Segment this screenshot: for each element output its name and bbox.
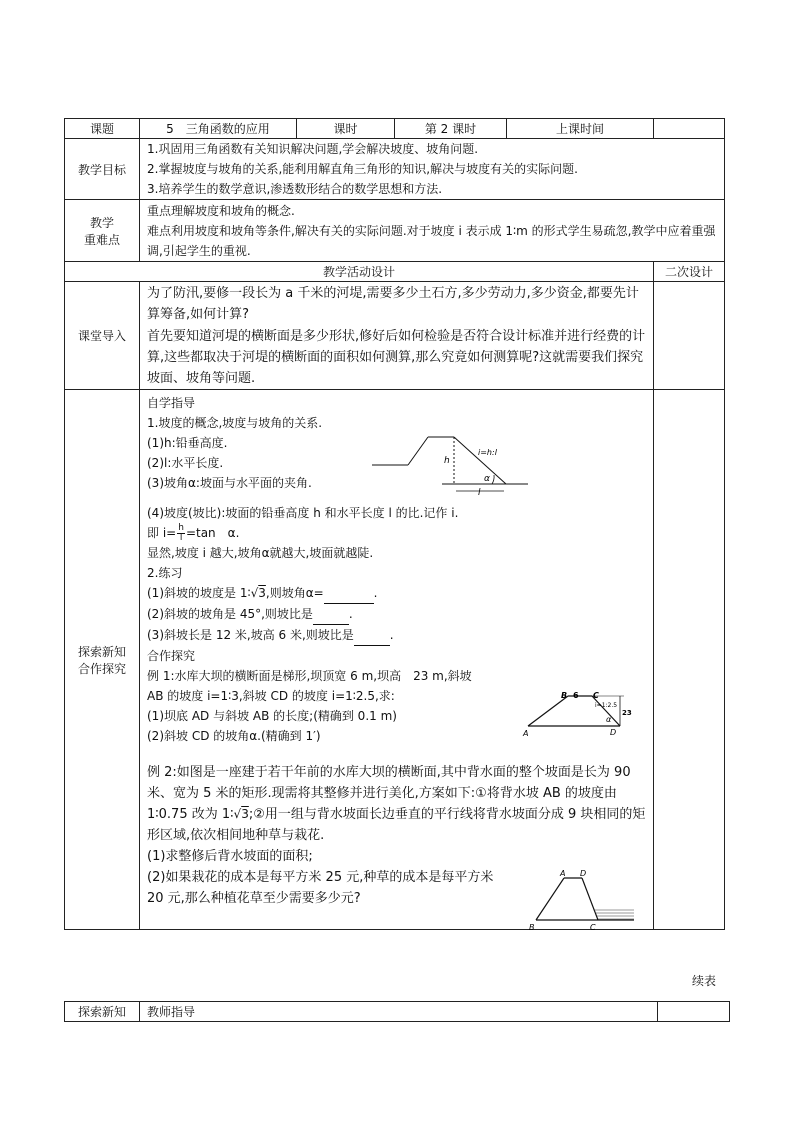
time-label: 上课时间 xyxy=(507,119,654,139)
self-study-title: 自学指导 xyxy=(147,396,196,410)
fig2-A-label: A xyxy=(523,729,529,738)
concept-title: 1.坡度的概念,坡度与坡角的关系. xyxy=(147,416,323,430)
practice-q1: (1)斜坡的坡度是 1∶√3,则坡角α= . xyxy=(147,583,647,604)
fig1-l-label: l xyxy=(478,488,481,497)
example1-q2: (2)斜坡 CD 的坡角α.(精确到 1′) xyxy=(147,729,321,743)
sqrt-3: √3 xyxy=(250,586,266,600)
q2-answer-blank xyxy=(313,604,349,625)
example1-q1: (1)坝底 AD 与斜坡 AB 的长度;(精确到 0.1 m) xyxy=(147,709,397,723)
objective-2: 2.掌握坡度与坡角的关系,能利用解直角三角形的知识,解决与坡度有关的实际问题. xyxy=(147,162,578,176)
explore-label-line2: 合作探究 xyxy=(77,661,126,676)
topic-value: 5 三角函数的应用 xyxy=(140,119,297,139)
l-definition: (2)l:水平长度. xyxy=(147,456,224,470)
intro-paragraph-2: 首先要知道河堤的横断面是多少形状,修好后如何检验是否符合设计标准并进行经费的计算,这些都取决于河堤的横断面的面积如何测算,那么究竟如何测算呢?这就需要我们探究坡面、坡角等问题. xyxy=(147,329,646,386)
alpha-definition: (3)坡角α:坡面与水平面的夹角. xyxy=(147,476,312,490)
keypoints-cell xyxy=(140,200,725,262)
slope-diagram xyxy=(368,427,532,497)
objective-3: 3.培养学生的数学意识,渗透数形结合的数学思想和方法. xyxy=(147,182,443,196)
explore-label-line1: 探索新知 xyxy=(77,644,126,659)
fig1-i-label: i=h:l xyxy=(478,448,497,457)
objective-1: 1.巩固用三角函数有关知识解决问题,学会解决坡度、坡角问题. xyxy=(147,142,479,156)
intro-cell xyxy=(140,282,654,390)
difficulty-point: 难点利用坡度和坡角等条件,解决有关的实际问题.对于坡度 i 表示成 1∶m 的形式学生易疏忽,教学中应着重强调,引起学生的重视. xyxy=(147,223,716,258)
q3-answer-blank xyxy=(354,625,390,646)
hours-value: 第 2 课时 xyxy=(395,119,507,139)
fig2-height-label: 23 xyxy=(622,709,632,717)
continued-explore-label: 探索新知 xyxy=(65,1002,140,1022)
fig1-h-label: h xyxy=(444,456,450,466)
time-value xyxy=(654,119,725,139)
fig2-C-label: C xyxy=(593,691,599,700)
lesson-plan-table xyxy=(64,118,725,930)
objectives-label: 教学目标 xyxy=(65,139,140,200)
second-design-label: 二次设计 xyxy=(654,262,725,282)
h-over-l-fraction: $\frac{h}{l}$ xyxy=(178,523,184,543)
fig3-A-label: A xyxy=(560,869,566,878)
teacher-guidance: 教师指导 xyxy=(140,1002,658,1022)
keypoints-label-line1: 教学 xyxy=(89,215,114,230)
continued-second-design xyxy=(658,1002,730,1022)
intro-label: 课堂导入 xyxy=(65,282,140,390)
coop-title: 合作探究 xyxy=(147,649,196,663)
continued-label: 续表 xyxy=(692,974,717,988)
hours-label: 课时 xyxy=(297,119,395,139)
fig2-slope-label: i=1:2.5 xyxy=(595,702,618,709)
fig2-alpha-label: α xyxy=(606,715,612,724)
fig3-C-label: C xyxy=(590,923,596,932)
topic-label: 课题 xyxy=(65,119,140,139)
dam-trapezoid-diagram xyxy=(520,688,640,740)
keypoints-label-line2: 重难点 xyxy=(83,232,120,247)
explore-label xyxy=(65,390,140,930)
intro-second-design xyxy=(654,282,725,390)
fig2-top-label: 6 xyxy=(573,691,579,700)
slope-remark: 显然,坡度 i 越大,坡角α就越大,坡面就越陡. xyxy=(147,546,374,560)
example1-line1: 例 1:水库大坝的横断面是梯形,坝顶宽 6 m,坝高 23 m,斜坡 xyxy=(147,669,472,683)
continued-table xyxy=(64,1001,730,1022)
example2-paragraph: 例 2:如图是一座建于若干年前的水库大坝的横断面,其中背水面的整个坡面是长为 90 米、宽为 5 米的矩形.现需将其整修并进行美化,方案如下:①将背水坡 AB 的坡度由 1∶0.75 改为 1∶√3;②用一组与背水坡面长边垂直的平行线将背水坡面分成 9 块相同的矩形区域,依次相间地种草与栽花. xyxy=(147,765,646,843)
practice-title: 2.练习 xyxy=(147,566,183,580)
explore-second-design xyxy=(654,390,725,930)
practice-q3: (3)斜坡长是 12 米,坡高 6 米,则坡比是 . xyxy=(147,625,647,646)
h-definition: (1)h:铅垂高度. xyxy=(147,436,228,450)
example2-q1: (1)求整修后背水坡面的面积; xyxy=(147,849,313,864)
fig1-alpha-label: α xyxy=(484,474,490,484)
q1-answer-blank xyxy=(324,583,374,604)
reservoir-dam-diagram xyxy=(524,866,638,934)
intro-paragraph-1: 为了防汛,要修一段长为 a 千米的河堤,需要多少土石方,多少劳动力,多少资金,都要先计算筹备,如何计算? xyxy=(147,286,639,322)
slope-definition: (4)坡度(坡比):坡面的铅垂高度 h 和水平长度 l 的比.记作 i. xyxy=(147,506,459,520)
design-label: 教学活动设计 xyxy=(65,262,654,282)
fig2-D-label: D xyxy=(610,728,617,737)
practice-q2: (2)斜坡的坡角是 45°,则坡比是 . xyxy=(147,604,647,625)
fig3-D-label: D xyxy=(580,869,587,878)
slope-formula: 即 i= $\frac{h}{l}$ =tan α. xyxy=(147,523,240,543)
objectives-cell xyxy=(140,139,725,200)
key-point: 重点理解坡度和坡角的概念. xyxy=(147,203,295,218)
fig2-B-label: B xyxy=(561,691,568,700)
keypoints-label xyxy=(65,200,140,262)
fig3-B-label: B xyxy=(529,923,535,932)
sqrt-3-b: √3 xyxy=(233,807,249,821)
example1-line2: AB 的坡度 i=1∶3,斜坡 CD 的坡度 i=1∶2.5,求: xyxy=(147,689,395,703)
example2-q2: (2)如果栽花的成本是每平方米 25 元,种草的成本是每平方米 20 元,那么种植花草至少需要多少元? xyxy=(147,870,494,906)
